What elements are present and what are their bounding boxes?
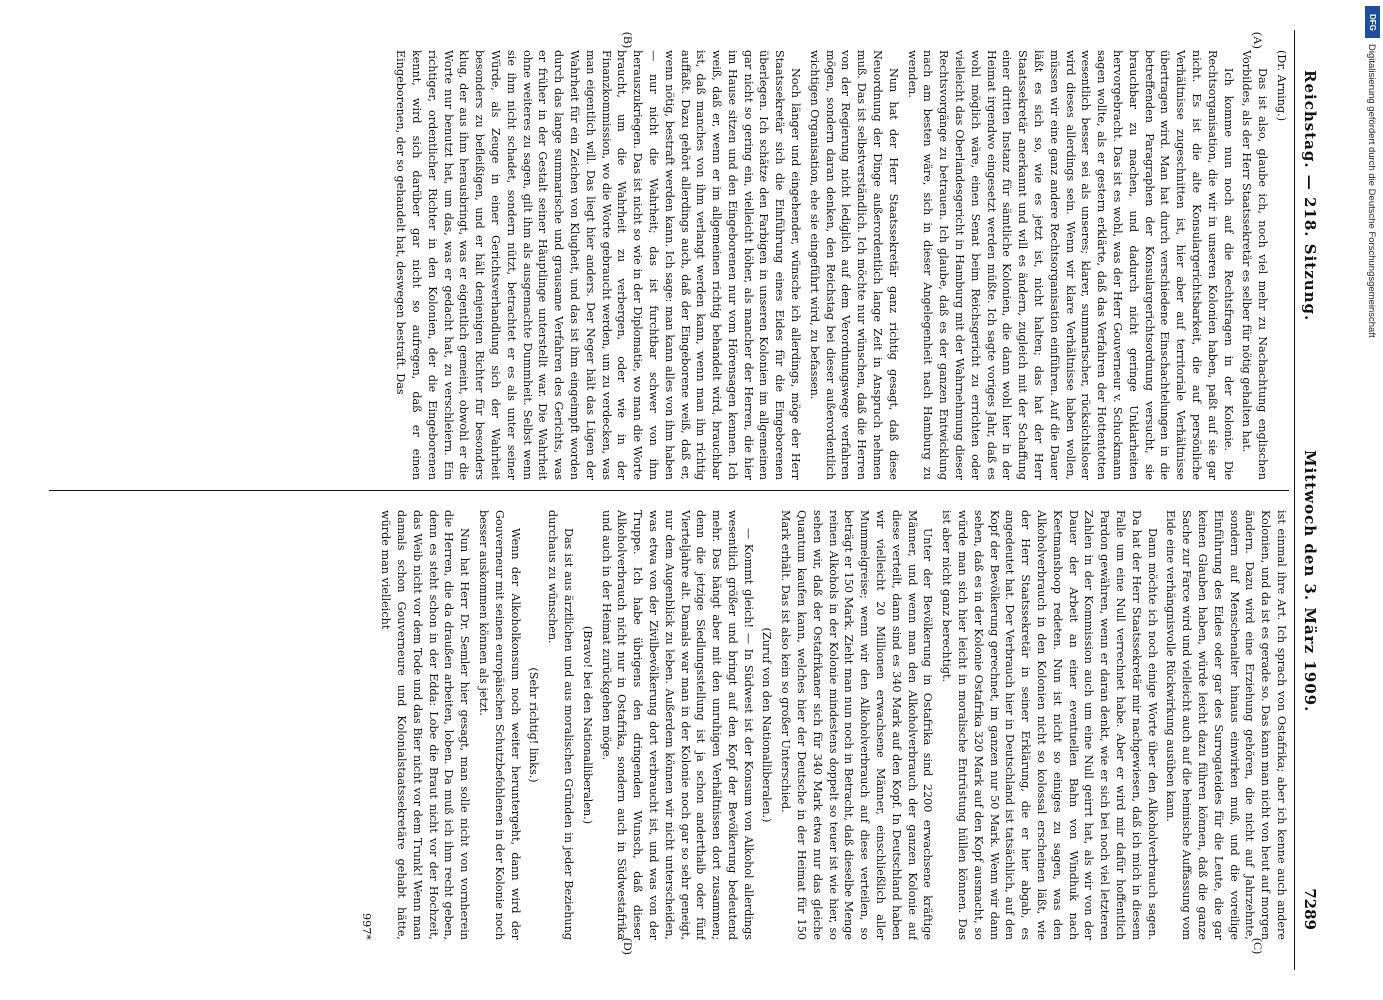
margin-marker-d: (D) bbox=[621, 938, 635, 955]
columns bbox=[29, 30, 1289, 970]
interjection: (Sehr richtig! links.) bbox=[527, 667, 541, 783]
paragraph: Das ist also, glaube ich, noch viel mehr zu Nachachtung englischen Vorbildes, als der Herr Staatssekretär es selber für nötig gehalten hat. bbox=[1240, 50, 1270, 480]
margin-marker-c: (C) bbox=[1251, 938, 1265, 954]
paragraph: Unter der Bevölkerung in Ostafrika sind 2200 erwachsene kräftige Männer, und wenn man den Alkoholverbrauch der ganzen Kolonie auf diese verteilt, dann sind es 340 Mark auf den Kopf. In Deutschland haben wir vielleicht 20 Millionen erwachsene Männer, einschließlich aller Mummelgreise; wenn wir den Alkoholverbrauch auf diese verteilen, so beträgt er 150 Mark. Zieht man nun noch in Betracht, daß dieselbe Menge reinen Alkohols in der Kolonie mindestens doppelt so teuer ist wie hier, so sehen wir, daß der Ostafrikaner sich für 340 Mark etwa nur das gleiche Quantum kaufen kann, welches hier der Deutsche in der Heimat für 150 Mark erhält. Das ist also kein so großer Unterschied. bbox=[779, 510, 935, 940]
right-column bbox=[39, 510, 1289, 940]
margin-marker-b: (B) bbox=[621, 32, 635, 48]
paragraph: — Kommt gleich! — In Südwest ist der Konsum von Alkohol allerdings wesentlich größer und bringt auf den Kopf der Bevölkerung bedeutend mehr. Das hängt aber mit den unruhigen Verhältnissen dort zusammen; denn die jetzige Siedlungsstellung ist ja schon anderthalb oder fünf Vierteljahre alt. Damals war man in der Kolonie noch gar so sehr geneigt, nur dem Augenblick zu leben. Außerdem können wir nicht unterscheiden, was etwa von der Zivilbevölkerung dort verbraucht ist, und was von der Truppe. Ich habe übrigens den dringenden Wunsch, daß dieser Alkoholverbrauch nicht nur in Ostafrika, sondern auch in Südwestafrika und auch in der Heimat zurückgehen möge. bbox=[599, 510, 755, 940]
page-header bbox=[1294, 30, 1325, 970]
header-date: Mittwoch den 3. März 1909. bbox=[1301, 450, 1319, 713]
paragraph: Das ist aus ärztlichen und aus moralischen Gründen in jeder Beziehung durchaus zu wünschen. bbox=[546, 510, 575, 940]
rotated-page bbox=[15, 30, 1325, 970]
paragraph: ist einmal ihre Art. Ich sprach von Ostafrika; aber ich kenne auch andere Kolonien, und da ist es gerade so. Das kann man nicht von heut auf morgen ändern. Dazu wird eine Erziehung gehören, die nicht auf Jahrzehnte, sondern auf Menschenalter hinaus einwirken muß, und die voreilige Einführung des Eides oder gar des Surrogateides für die Leute, die gar keinen Glauben haben, würde leicht dazu führen können, daß die ganze Sache zur Farce wird und vielleicht auch auf die heimische Auffassung vom Eide eine verhängnisvolle Rückwirkung ausüben kann. bbox=[1164, 510, 1288, 940]
dfg-logo bbox=[1365, 6, 1380, 38]
paragraph: Ich komme nun noch auf die Rechtsfragen in der Kolonie. Die Rechtsorganisation, die wir in unseren Kolonien haben, paßt auf sie gar nicht. Es ist die alte Konsulargerichtsbarkeit, die auf persönliche Verhältnisse zugeschnitten ist, hier aber auf territoriale Verhältnisse übertragen wird. Man hat durch verschiedene Einschachtelungen in die betreffenden Paragraphen der Konsulargerichtsordnung versucht, sie brauchbar zu machen, und dadurch nicht geringe Unklarheiten hervorgebracht. Das ist es wohl, was der Herr Gouverneur v. Schuckmann sagen wollte, als er gestern erklärte, daß das Verfahren der Hottentotten wesentlich besser sei als unseres; klarer, summarischer, rücksichtsloser wird dieses allerdings sein. Wenn wir klare Verhältnisse haben wollen, müssen wir eine ganz andere Rechtsorganisation einführen. Auf die Dauer läßt es sich so, wie es jetzt ist, nicht halten; das hat der Herr Staatssekretär anerkannt und will es ändern, zugleich mit der Schaffung einer dritten Instanz für sämtliche Kolonien, die dann wohl hier in der Heimat irgendwo eingesetzt werden müßte. Ich sagte voriges Jahr, daß es wohl möglich wäre, einen Senat beim Reichsgericht zu errichten oder vielleicht das Oberlandesgericht in Hamburg mit der Wahrnehmung dieser Rechtsvorgänge zu betrauen. Ich glaube, daß es der ganzen Entwicklung nach am besten wäre, sich in dieser Angelegenheit nach Hamburg zu wenden. bbox=[905, 50, 1235, 480]
speaker-note: (Dr. Arning.) bbox=[1275, 50, 1288, 122]
paragraph: Nun hat Herr Dr. Semler hier gesagt, man solle nicht von vornherein die Herren, die da draußen arbeiten, loben. Da muß ich ihm recht geben, denn es steht schon in der Edda: Lobe die Braut nicht vor der Hochzeit, das Weib nicht vor dem Tode und das Bier nicht vor dem Trunk! Wenn man damals schon Gouverneure und Kolonialstaatssekretäre gehabt hätte, würde man vielleicht bbox=[379, 510, 472, 940]
paragraph: Wenn der Alkoholkonsum noch weiter heruntergeht, dann wird der Gouverneur mit seinen europäischen Schutzbefohlenen in der Kolonie noch besser auskommen können als jetzt. bbox=[476, 510, 522, 940]
interjection: (Zuruf von den Nationalliberalen.) bbox=[760, 627, 774, 823]
paragraph: Noch länger und eingehender, wünsche ich allerdings, möge der Herr Staatssekretär sich die Einführung eines Eides für die Eingeborenen überlegen. Ich schätze den Farbigen in unseren Kolonien im allgemeinen gar nicht so gering ein, vielleicht höher, als mancher der Herren, die hier im Hause sitzen und den Eingeborenen nur vom Hörensagen kennen. Ich weiß, daß er, wenn er im allgemeinen richtig behandelt wird, brauchbar ist, daß manches von ihm verlangt werden kann, wenn man ihn richtig auffaßt. Dazu gehört allerdings auch, daß der Eingeborene weiß, daß er, wenn nötig, bestraft werden kann. Ich sage: man kann alles von ihm haben — nur nicht die Wahrheit; das ist furchtbar schwer von ihm herauszukriegen. Das ist nicht so wie in der Diplomatie, wo man die Worte braucht, um die Wahrheit zu verbergen, oder wie in der Finanzkommission, wo die Worte gebraucht werden, um zu verdecken, was man eigentlich will. Das liegt hier anders. Der Neger hält das Lügen der Wahrheit für ein Zeichen von Klugheit, und das ist ihm eingeimpft worden durch das lange summarische und grausame Verfahren des Gerichts, was er früher in der Gestalt seiner Häuptlinge unterstellt war. Die Wahrheit ohne weiteres zu sagen, gilt ihm als ausgemachte Dummheit. Selbst wenn sie ihm nicht schadet, sondern nützt, betrachtet er es als unter seiner Würde, als Zeuge in einer Gerichtsverhandlung sich der Wahrheit besonders zu befleißigen, und er hält denjenigen Richter für besonders klug, der aus ihm herausbringt, was er eigentlich gemeint, obwohl er die Worte nur benutzt hat, um das, was er gedacht hat, zu verschleiern. Ein richtiger, ordentlicher Richter in den Kolonien, der die Eingeborenen kennt, wird sich darüber gar nicht so aufregen, daß er einen Eingeborenen, der so gehandelt hat, deswegen bestraft. Das bbox=[394, 50, 803, 480]
page-number: 7289 bbox=[1301, 888, 1319, 930]
interjection: (Bravo! bei den Nationalliberalen.) bbox=[580, 625, 594, 825]
left-column bbox=[39, 50, 1289, 480]
digitization-credit: Digitalisierung gefördert durch die Deutsche Forschungsgemeinschaft bbox=[1366, 44, 1377, 338]
margin-marker-a: (A) bbox=[1251, 32, 1265, 49]
header-left: Reichstag. — 218. Sitzung. bbox=[1301, 70, 1319, 322]
column-divider bbox=[49, 490, 1289, 491]
paragraph: Nun hat der Herr Staatssekretär ganz richtig gesagt, daß diese Neuordnung der Dinge außerordentlich lange Zeit in Anspruch nehmen muß. Das ist selbstverständlich. Ich möchte nur wünschen, daß die Herren von der Regierung nicht lediglich auf dem Verordnungswege verfahren mögen, sondern daran denken, den Reichstag bei dieser außerordentlich wichtigen Organisation, ehe sie eingeführt wird, zu befassen. bbox=[807, 50, 900, 480]
paragraph: Dann möchte ich noch einige Worte über den Alkoholverbrauch sagen. Da hat der Herr Staatssekretär mir nachgewiesen, daß ich mich in diesem Falle um eine Null verrechnet habe. Aber er wird mir dafür hoffentlich Pardon gewähren, wenn er daran denkt, wie er sich bei noch viel letzteren Zahlen in der Kommission auch um eine Null geirrt hat, als wir von der Dauer der Arbeit an einer eventuellen Bahn von Windhuk nach Keetmanshoop redeten. Nun ist nicht so einiges zu sagen, was den Alkoholverbrauch in den Kolonien nicht so kolossal erscheinen läßt, wie der Herr Staatssekretär in seiner Erklärung, die er hier abgab, es angedeutet hat. Der Verbrauch hier in Deutschland ist tatsächlich, auf den Kopf der Bevölkerung gerechnet, im ganzen nur 50 Mark. Wenn wir dann sehen, daß es in der Kolonie Ostafrika 320 Mark auf den Kopf ausmacht, so würde man sich hier leicht in moralische Entrüstung hüllen können. Das ist aber nicht ganz berechtigt. bbox=[940, 510, 1159, 940]
footnote-mark: 997* bbox=[360, 913, 374, 940]
dfg-logo-text: DFG bbox=[1368, 13, 1377, 31]
